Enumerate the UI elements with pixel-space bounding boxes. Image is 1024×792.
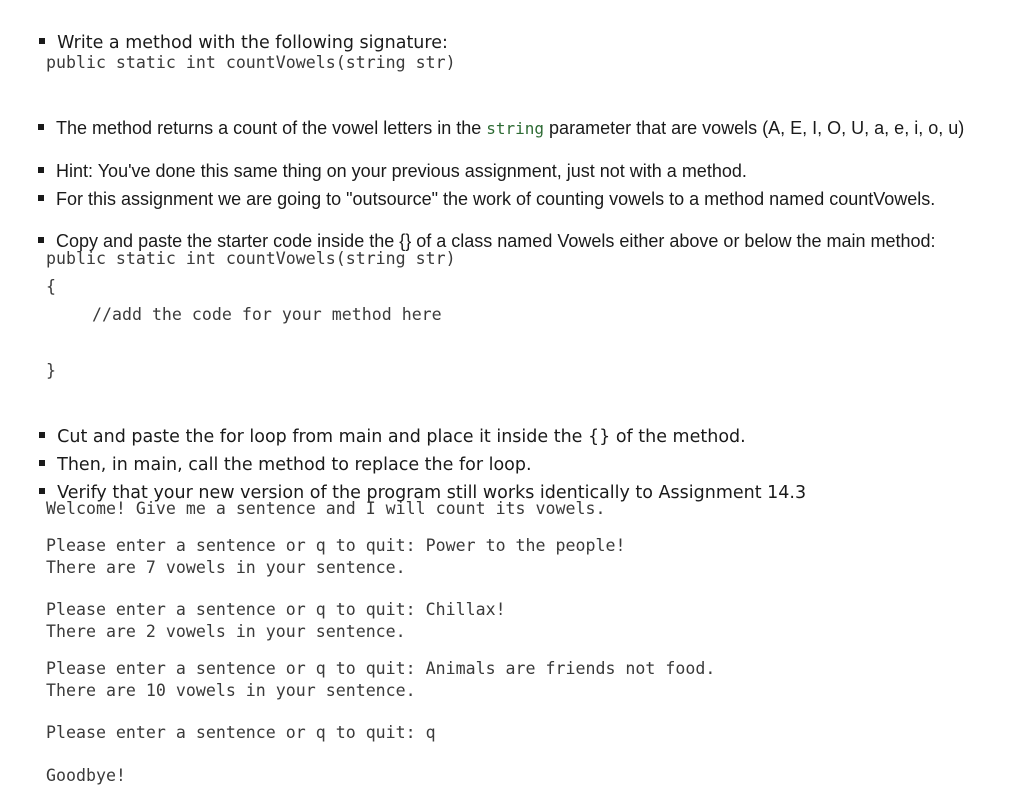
output-prompt: Please enter a sentence or q to quit: Animals are friends not food. (46, 659, 716, 678)
instruction-write-method (28, 10, 448, 54)
instruction-text-before: The method returns a count of the vowel letters in the (56, 118, 487, 138)
starter-code-comment: //add the code for your method here (92, 305, 442, 324)
instruction-method-returns (28, 95, 964, 140)
starter-code-signature: public static int countVowels(string str) (46, 249, 456, 268)
bullet-icon (38, 124, 44, 130)
output-goodbye: Goodbye! (46, 766, 126, 785)
output-prompt: Please enter a sentence or q to quit: q (46, 723, 436, 742)
bullet-icon (38, 237, 44, 243)
inline-code-string: string (486, 119, 545, 138)
starter-code-open-brace: { (46, 277, 56, 296)
instruction-text: For this assignment we are going to "outsource" the work of counting vowels to a method named countVowels. (56, 189, 936, 209)
method-signature: public static int countVowels(string str) (46, 53, 456, 72)
instruction-outsource (28, 166, 935, 210)
instruction-text: Then, in main, call the method to replace the for loop. (57, 455, 532, 475)
instruction-copy-paste (28, 208, 936, 252)
starter-code-close-brace: } (46, 361, 56, 380)
instruction-text: Copy and paste the starter code inside the {} of a class named Vowels either above or below the main method: (56, 231, 936, 251)
instruction-text: Cut and paste the for loop from main and place it inside the {} of the method. (57, 427, 746, 447)
bullet-icon (38, 195, 44, 201)
instruction-text: Verify that your new version of the program still works identically to Assignment 14.3 (57, 483, 807, 503)
output-result: There are 10 vowels in your sentence. (46, 681, 416, 700)
bullet-icon (39, 38, 45, 44)
output-result: There are 2 vowels in your sentence. (46, 622, 406, 641)
output-welcome: Welcome! Give me a sentence and I will count its vowels. (46, 499, 606, 518)
output-prompt: Please enter a sentence or q to quit: Chillax! (46, 600, 506, 619)
instruction-text: Write a method with the following signature: (57, 33, 448, 53)
instruction-text-after: parameter that are vowels (A, E, I, O, U, a, e, i, o, u) (544, 118, 965, 138)
instruction-text: Hint: You've done this same thing on your previous assignment, just not with a method. (56, 161, 747, 181)
bullet-icon (39, 488, 45, 494)
output-result: There are 7 vowels in your sentence. (46, 558, 406, 577)
output-prompt: Please enter a sentence or q to quit: Power to the people! (46, 536, 626, 555)
